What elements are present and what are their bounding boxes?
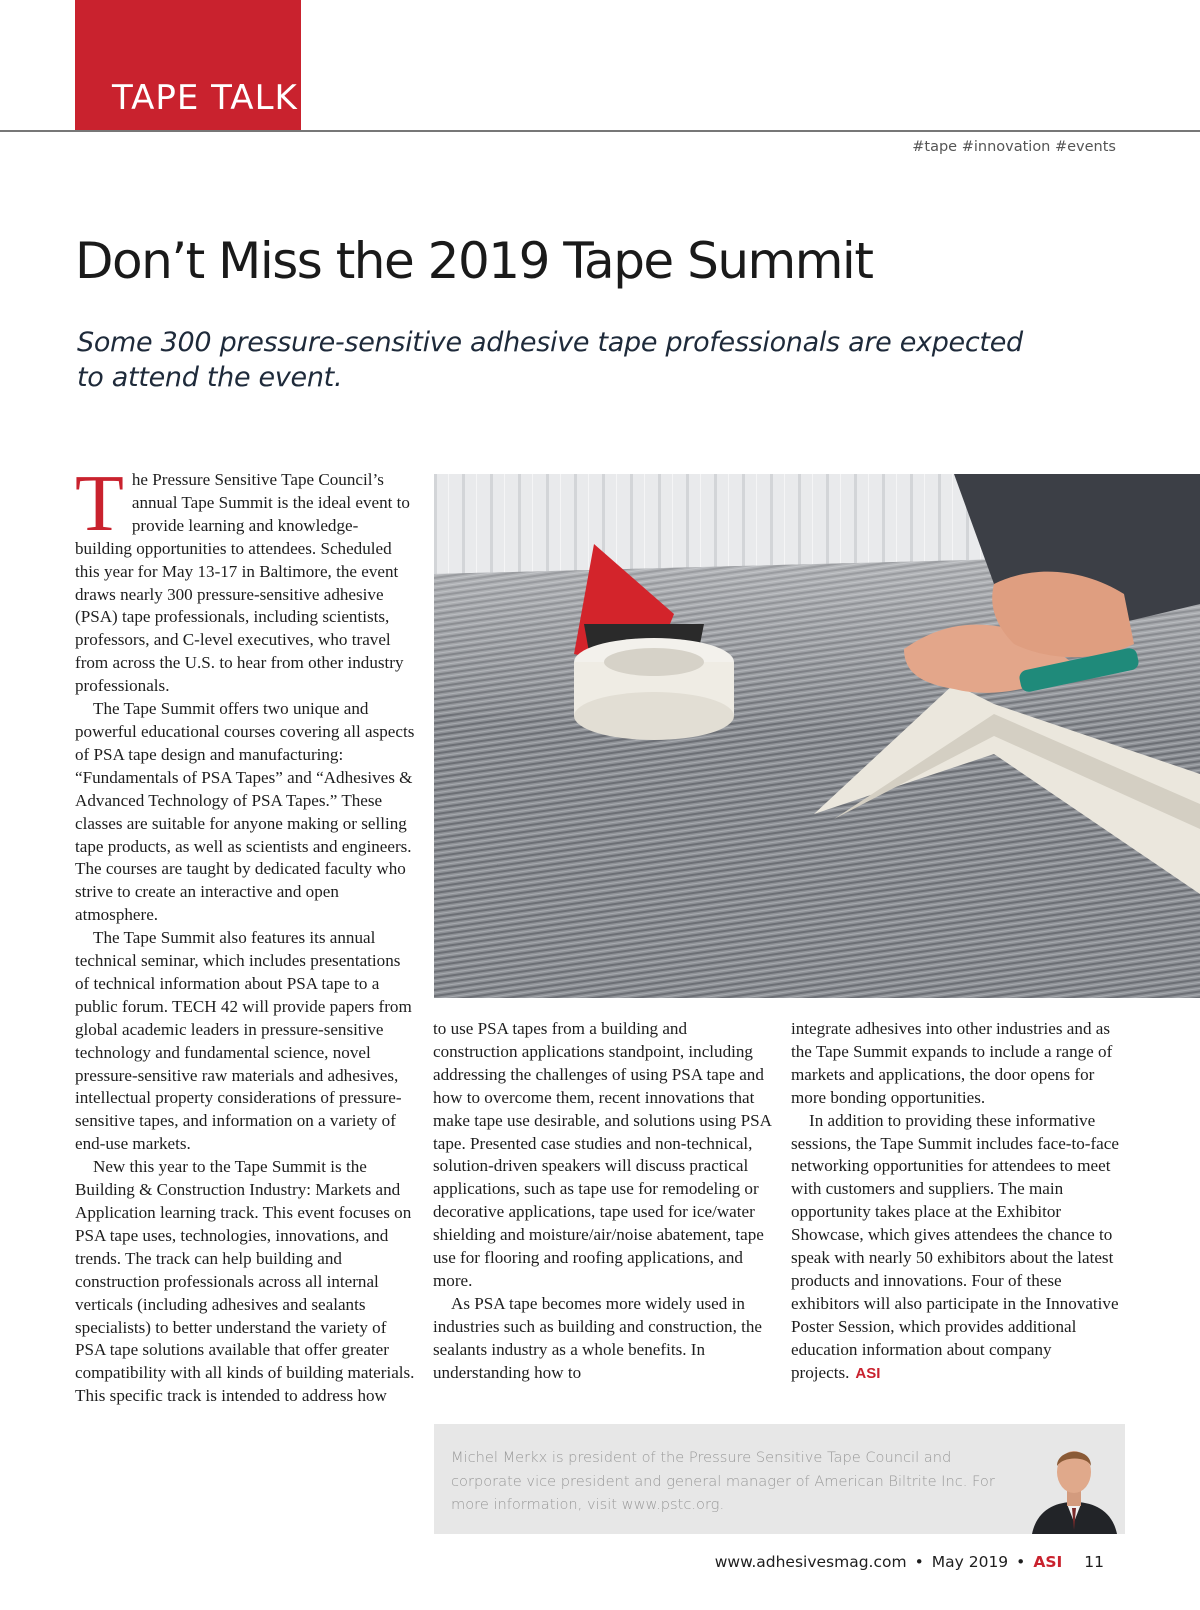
paragraph-3: The Tape Summit also features its annual technical seminar, which includes presentations of technical information about PSA tape to a public forum. TECH 42 will provide papers from global academic leaders in pressure-sensitive technology and fundamental science, novel pressure-sensitive raw materials and adhesives, intellectual property considerations of pressure-sensitive tapes, and information on a variety of end-use markets. — [75, 928, 412, 1154]
topic-tags: #tape #innovation #events — [912, 139, 1116, 155]
section-label: TAPE TALK — [112, 78, 298, 118]
paragraph-5-continued: integrate adhesives into other industries and as the Tape Summit expands to include a range of markets and applications, the door opens for more bonding opportunities. — [791, 1019, 1113, 1107]
article-column-1 — [75, 460, 415, 1408]
paragraph-6-text: In addition to providing these informative sessions, the Tape Summit includes face-to-face networking opportunities for attendees to meet with customers and suppliers. The main opportunity takes place at the Exhibitor Showcase, which gives attendees the chance to speak with nearly 50 exhibitors about the latest products and innovations. Four of these exhibitors will also participate in the Innovative Poster Session, which provides additional education information about company projects. — [791, 1110, 1119, 1382]
page-footer — [715, 1553, 1104, 1571]
author-bio-box — [434, 1424, 1125, 1534]
paragraph-5: As PSA tape becomes more widely used in industries such as building and construction, the sealants industry as a whole benefits. In understanding how to — [433, 1293, 763, 1382]
footer-separator: • — [1016, 1553, 1026, 1571]
headline: Don’t Miss the 2019 Tape Summit — [75, 232, 873, 290]
paragraph-1-text: he Pressure Sensitive Tape Council’s annual Tape Summit is the ideal event to provide learning and knowledge-building opportunities to attendees. Scheduled this year for May 13-17 in Baltimore, the event draws nearly 300 pressure-sensitive adhesive (PSA) tape professionals, including scientists, professors, and C-level executives, who travel from across the U.S. to hear from other industry professionals. — [75, 470, 410, 696]
feature-photo — [434, 474, 1200, 998]
paragraph-6 — [791, 1110, 1131, 1386]
article-column-3 — [791, 1018, 1131, 1386]
drop-cap: T — [75, 460, 124, 548]
footer-website: www.adhesivesmag.com — [714, 1553, 907, 1571]
end-mark: ASI — [855, 1364, 881, 1382]
footer-date: May 2019 — [931, 1553, 1009, 1571]
author-bio: Michel Merkx is president of the Pressure Sensitive Tape Council and corporate vice president and general manager of American Biltrite Inc. For more information, visit www.pstc.org. — [451, 1449, 995, 1513]
paragraph-4: New this year to the Tape Summit is the Building & Construction Industry: Markets and Application learning track. This event focuses on PSA tape uses, technologies, innovations, and trends. The track can help building and construction professionals across all internal verticals (including adhesives and sealants specialists) to better understand the variety of PSA tape solutions available that offer greater compatibility with all kinds of building materials. This specific track is intended to address how — [75, 1157, 415, 1406]
paragraph-4-continued: to use PSA tapes from a building and construction applications standpoint, including addressing the challenges of using PSA tape and how to overcome them, recent innovations that make tape use desirable, and solutions using PSA tape. Presented case studies and non-technical, solution-driven speakers will discuss practical applications, such as tape use for remodeling or decorative applications, tape used for ice/water shielding and moisture/air/noise abatement, tape use for flooring and roofing applications, and more. — [433, 1019, 772, 1290]
footer-separator: • — [914, 1553, 924, 1571]
section-tab — [75, 0, 301, 130]
paragraph-1 — [75, 460, 415, 698]
footer-publication: ASI — [1033, 1553, 1063, 1571]
deck: Some 300 pressure-sensitive adhesive tape professionals are expected to attend the event. — [77, 327, 1023, 393]
author-portrait — [1027, 1432, 1122, 1534]
article-column-2 — [433, 1018, 773, 1385]
header-rule — [0, 130, 1200, 132]
page-number: 11 — [1084, 1553, 1104, 1571]
paragraph-2: The Tape Summit offers two unique and powerful educational courses covering all aspects of PSA tape design and manufacturing: “Fundamentals of PSA Tapes” and “Adhesives & Advanced Technology of PSA Tapes.” These classes are suitable for anyone making or selling tape products, as well as scientists and engineers. The courses are taught by dedicated faculty who strive to create an interactive and open atmosphere. — [75, 699, 415, 925]
